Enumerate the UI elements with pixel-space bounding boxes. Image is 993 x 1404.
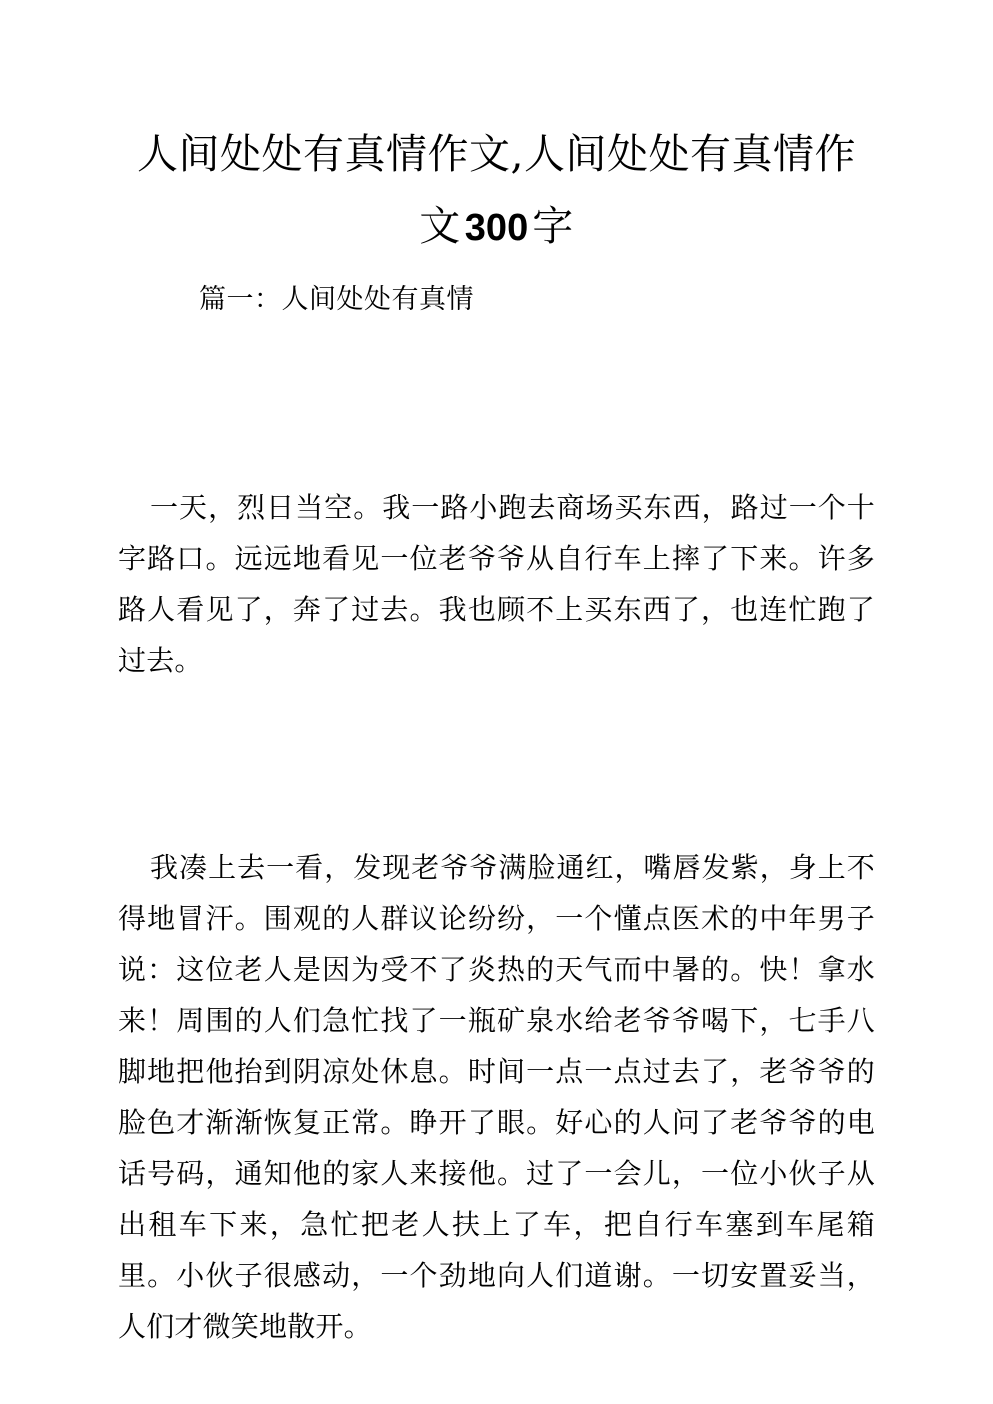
- page-title: [118, 0, 875, 264]
- page-title-line-2-prefix: 文: [419, 202, 461, 250]
- body-paragraph-1: 一天，烈日当空。我一路小跑去商场买东西，路过一个十字路口。远远地看见一位老爷爷从自行车上摔了下来。许多路人看见了，奔了过去。我也顾不上买东西了，也连忙跑了过去。: [118, 491, 875, 677]
- spacer-between-paragraphs: [118, 686, 875, 842]
- section-heading: 篇一：人间处处有真情: [199, 284, 474, 315]
- body-paragraph-2: 我凑上去一看，发现老爷爷满脸通红，嘴唇发紫，身上不得地冒汗。围观的人群议论纷纷，一个懂点医术的中年男子说：这位老人是因为受不了炎热的天气而中暑的。快！拿水来！周围的人们急忙找了一瓶矿泉水给老爷爷喝下，七手八脚地把他抬到阴凉处休息。时间一点一点过去了，老爷爷的脸色才渐渐恢复正常。睁开了眼。好心的人问了老爷爷的电话号码，通知他的家人来接他。过了一会儿，一位小伙子从出租车下来，急忙把老人扶上了车，把自行车塞到车尾箱里。小伙子很感动，一个劲地向人们道谢。一切安置妥当，人们才微笑地散开。: [118, 851, 875, 1343]
- page-title-number: 300: [464, 207, 529, 249]
- spacer-after-heading: [118, 320, 875, 482]
- document-body: [118, 0, 875, 1404]
- page-bottom-whitespace: [118, 1352, 875, 1404]
- page-title-line-2-suffix: 字: [532, 202, 574, 250]
- page-title-line-1: 人间处处有真情作文,人间处处有真情作: [136, 130, 857, 178]
